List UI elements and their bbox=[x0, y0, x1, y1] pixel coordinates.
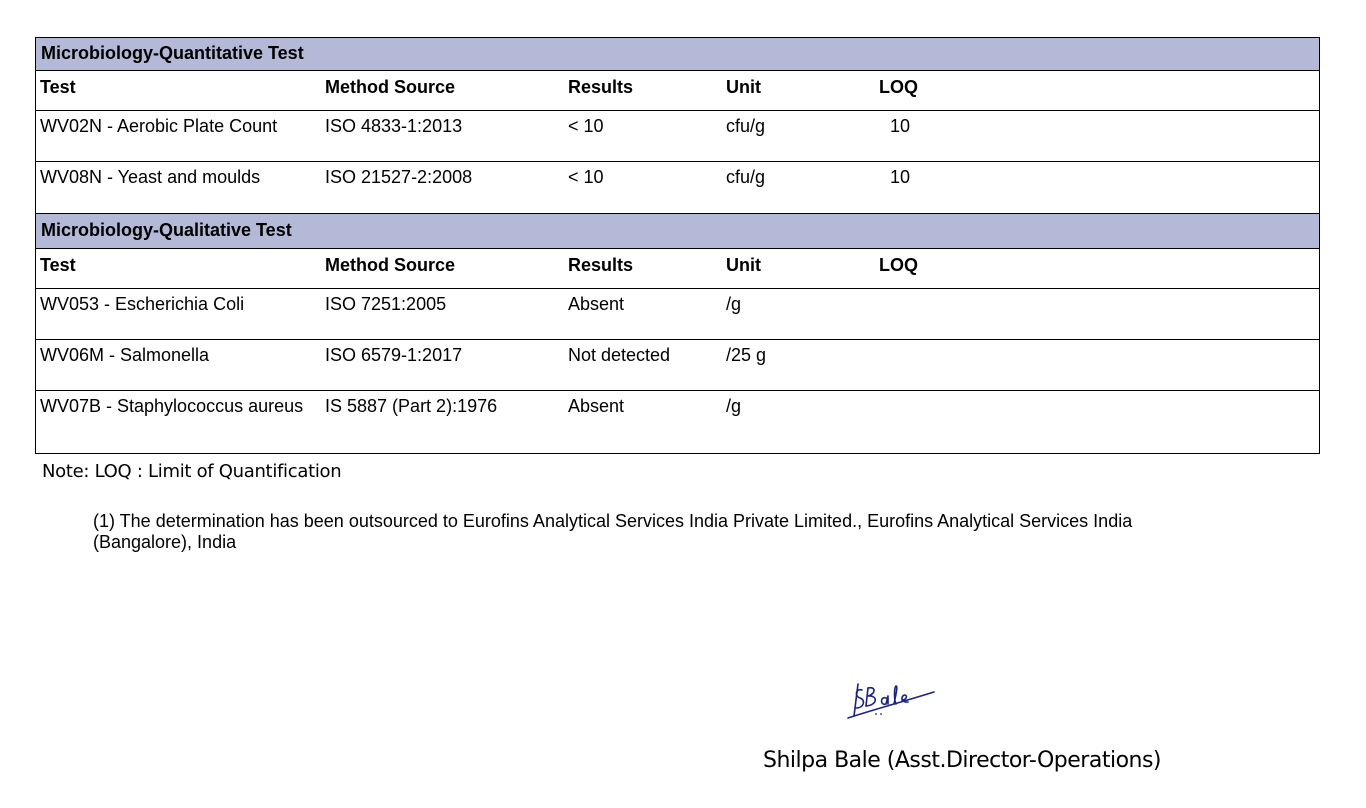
method-source: ISO 7251:2005 bbox=[325, 294, 447, 314]
column-header-method-source: Method Source bbox=[325, 255, 456, 275]
column-header-results: Results bbox=[568, 77, 634, 97]
result-value: < 10 bbox=[568, 116, 604, 136]
result-value: Not detected bbox=[568, 345, 671, 365]
column-header-row bbox=[36, 249, 1319, 289]
section-header-qualitative: Microbiology-Qualitative Test bbox=[36, 213, 1319, 249]
table-row bbox=[36, 289, 1319, 340]
signatory-name: Shilpa Bale (Asst.Director-Operations) bbox=[763, 748, 1162, 773]
table-row bbox=[36, 391, 1319, 453]
section-header-quantitative: Microbiology-Quantitative Test bbox=[36, 38, 1319, 71]
method-source: ISO 21527-2:2008 bbox=[325, 167, 473, 187]
column-header-method-source: Method Source bbox=[325, 77, 456, 97]
method-source: IS 5887 (Part 2):1976 bbox=[325, 396, 498, 416]
test-name: WV08N - Yeast and moulds bbox=[40, 167, 261, 187]
test-name: WV053 - Escherichia Coli bbox=[40, 294, 245, 314]
column-header-loq: LOQ bbox=[879, 77, 918, 97]
test-name: WV06M - Salmonella bbox=[40, 345, 210, 365]
unit-value: /25 g bbox=[726, 345, 767, 365]
unit-value: cfu/g bbox=[726, 167, 766, 187]
test-name: WV02N - Aerobic Plate Count bbox=[40, 116, 278, 136]
outsourcing-footnote: (1) The determination has been outsourced to Eurofins Analytical Services India Private Limited., Eurofins Analytical Services India (Bangalore), India bbox=[93, 511, 1133, 552]
column-header-unit: Unit bbox=[726, 255, 761, 275]
column-header-test: Test bbox=[40, 77, 76, 97]
loq-value: 10 bbox=[890, 167, 911, 187]
column-header-loq: LOQ bbox=[879, 255, 918, 275]
method-source: ISO 4833-1:2013 bbox=[325, 116, 463, 136]
table-row bbox=[36, 340, 1319, 391]
column-header-results: Results bbox=[568, 255, 634, 275]
unit-value: /g bbox=[726, 294, 742, 314]
column-header-row bbox=[36, 71, 1319, 111]
table-row bbox=[36, 162, 1319, 213]
column-header-unit: Unit bbox=[726, 77, 761, 97]
results-table bbox=[35, 37, 1320, 454]
unit-value: /g bbox=[726, 396, 742, 416]
loq-note: Note: LOQ : Limit of Quantification bbox=[42, 461, 342, 482]
table-row bbox=[36, 111, 1319, 162]
loq-value: 10 bbox=[890, 116, 911, 136]
result-value: Absent bbox=[568, 294, 625, 314]
result-value: < 10 bbox=[568, 167, 604, 187]
handwritten-signature bbox=[842, 676, 942, 726]
method-source: ISO 6579-1:2017 bbox=[325, 345, 463, 365]
column-header-test: Test bbox=[40, 255, 76, 275]
test-name: WV07B - Staphylococcus aureus bbox=[40, 396, 304, 416]
unit-value: cfu/g bbox=[726, 116, 766, 136]
result-value: Absent bbox=[568, 396, 625, 416]
